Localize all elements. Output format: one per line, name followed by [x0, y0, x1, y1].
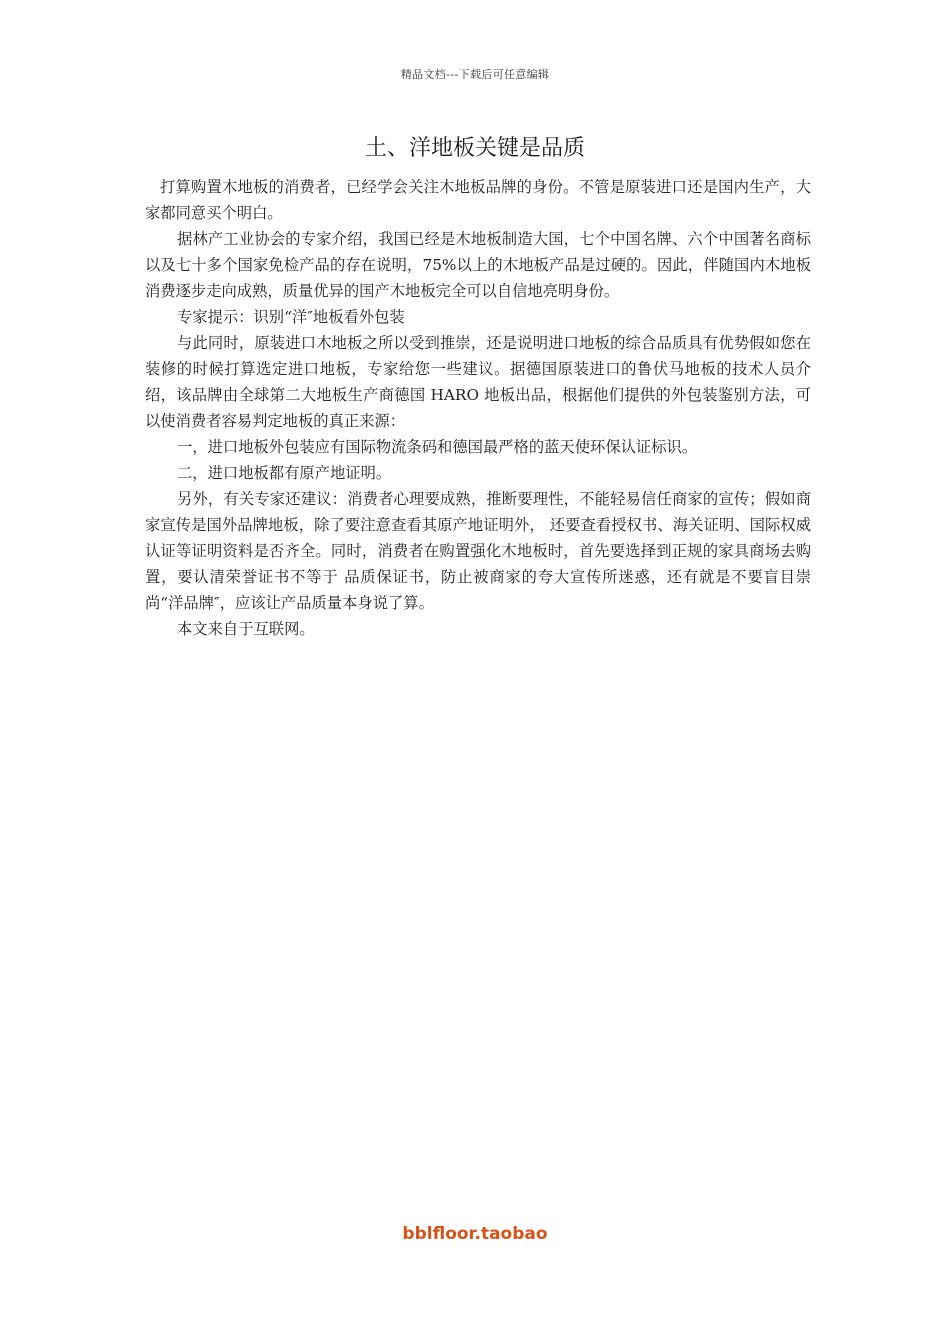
paragraph-point-one: 一，进口地板外包装应有国际物流条码和德国最严格的蓝天使环保认证标识。	[177, 438, 698, 456]
document-body	[145, 174, 811, 642]
paragraph-source-note: 本文来自于互联网。	[177, 620, 315, 638]
paragraph-import-advice: 与此同时，原装进口木地板之所以受到推崇，还是说明进口地板的综合品质具有优势假如您在装修的时候打算选定进口地板，专家给您一些建议。据德国原装进口的鲁伏马地板的技术人员介绍，该品牌由全球第二大地板生产商德国 HARO 地板出品，根据他们提供的外包装鉴别方法，可以使消费者容易判定地板的真正来源：	[145, 334, 811, 430]
paragraph-expert-tip: 专家提示：识别“洋″地板看外包装	[177, 308, 405, 326]
paragraph-intro: 打算购置木地板的消费者，已经学会关注木地板品牌的身份。不管是原装进口还是国内生产，大家都同意买个明白。	[145, 178, 811, 222]
document-title: 土、洋地板关键是品质	[364, 136, 585, 161]
page-header: 精品文档---下载后可任意编辑	[400, 68, 550, 81]
paragraph-expert-intro: 据林产工业协会的专家介绍，我国已经是木地板制造大国，七个中国名牌、六个中国著名商标以及七十多个国家免检产品的存在说明，75%以上的木地板产品是过硬的。因此，伴随国内木地板消费逐步走向成熟，质量优异的国产木地板完全可以自信地亮明身份。	[145, 230, 811, 300]
paragraph-additional-advice: 另外，有关专家还建议：消费者心理要成熟，推断要理性，不能轻易信任商家的宣传；假如商家宣传是国外品牌地板，除了要注意查看其原产地证明外， 还要查看授权书、海关证明、国际权威认证等证明资料是否齐全。同时，消费者在购置强化木地板时，首先要选择到正规的家具商场去购置，要认清荣誉证书不等于 品质保证书，防止被商家的夸大宣传所迷惑，还有就是不要盲目崇尚“洋品牌″，应该让产品质量本身说了算。	[145, 490, 811, 612]
footer-shop-link[interactable]: bblfloor.taobao	[402, 1224, 548, 1244]
paragraph-point-two: 二，进口地板都有原产地证明。	[177, 464, 392, 482]
